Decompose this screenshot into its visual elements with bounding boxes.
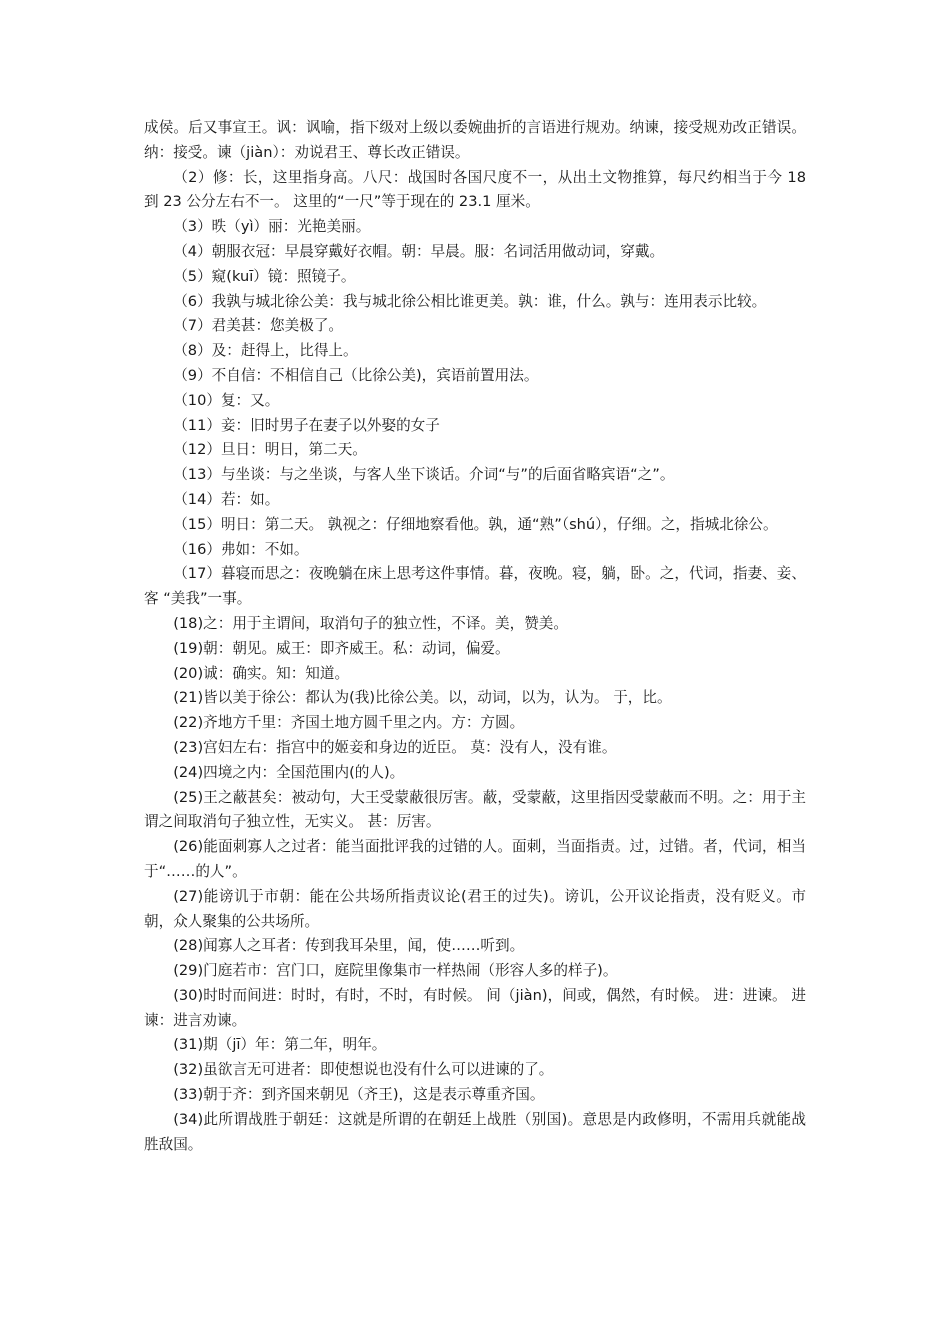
- paragraph: （9）不自信：不相信自己（比徐公美)，宾语前置用法。: [173, 366, 539, 384]
- paragraph: (18)之：用于主谓间，取消句子的独立性，不译。美，赞美。: [173, 614, 568, 632]
- paragraph: (28)闻寡人之耳者：传到我耳朵里，闻，使……听到。: [173, 937, 525, 955]
- document-body: [144, 116, 806, 1157]
- paragraph: (32)虽欲言无可进者：即使想说也没有什么可以进谏的了。: [173, 1061, 554, 1079]
- paragraph: （6）我孰与城北徐公美：我与城北徐公相比谁更美。孰：谁，什么。孰与：连用表示比较。: [173, 292, 767, 310]
- paragraph: （8）及：赶得上，比得上。: [173, 342, 358, 360]
- paragraph: (30)时时而间进：时时，有时，不时，有时候。 间（jiàn)，间或，偶然，有时候。 进：进谏。 进谏：进言劝谏。: [144, 986, 806, 1029]
- paragraph: （5）窥(kuī）镜：照镜子。: [173, 267, 356, 285]
- paragraph: (29)门庭若市：宫门口，庭院里像集市一样热闹（形容人多的样子)。: [173, 962, 618, 980]
- paragraph: (25)王之蔽甚矣：被动句，大王受蒙蔽很厉害。蔽，受蒙蔽，这里指因受蒙蔽而不明。之：用于主谓之间取消句子独立性，无实义。 甚：厉害。: [144, 788, 806, 831]
- paragraph: (22)齐地方千里：齐国土地方圆千里之内。方：方圆。: [173, 714, 525, 732]
- paragraph: （11）妾：旧时男子在妻子以外娶的女子: [173, 416, 440, 434]
- paragraph: (33)朝于齐：到齐国来朝见（齐王)，这是表示尊重齐国。: [173, 1086, 545, 1104]
- paragraph: （17）暮寝而思之：夜晚躺在床上思考这件事情。暮，夜晚。寝，躺，卧。之，代词，指妻、妾、客 “美我”一事。: [144, 565, 806, 608]
- paragraph: （10）复：又。: [173, 391, 280, 409]
- paragraph: （14）若：如。: [173, 490, 280, 508]
- paragraph: (21)皆以美于徐公：都认为(我)比徐公美。以，动词，以为，认为。 于，比。: [173, 689, 672, 707]
- paragraph: （4）朝服衣冠：早晨穿戴好衣帽。朝：早晨。服：名词活用做动词，穿戴。: [173, 242, 665, 260]
- paragraph: （12）旦日：明日，第二天。: [173, 441, 367, 459]
- paragraph: （13）与坐谈：与之坐谈，与客人坐下谈话。介词“与”的后面省略宾语“之”。: [173, 466, 675, 484]
- paragraph: （15）明日：第二天。 孰视之：仔细地察看他。孰，通“熟”（shú），仔细。之，指城北徐公。: [173, 515, 778, 533]
- paragraph: (20)诚：确实。知：知道。: [173, 664, 350, 682]
- paragraph: (26)能面刺寡人之过者：能当面批评我的过错的人。面刺，当面指责。过，过错。者，代词，相当于“……的人”。: [144, 838, 806, 880]
- paragraph: (34)此所谓战胜于朝廷：这就是所谓的在朝廷上战胜（别国)。意思是内政修明，不需用兵就能战胜敌国。: [144, 1110, 806, 1153]
- paragraph: (19)朝：朝见。威王：即齐威王。私：动词，偏爱。: [173, 639, 510, 657]
- paragraph: (27)能谤讥于市朝：能在公共场所指责议论(君王的过失)。谤讥，公开议论指责，没有贬义。市朝，众人聚集的公共场所。: [144, 887, 806, 930]
- paragraph: （16）弗如：不如。: [173, 540, 309, 558]
- paragraph: (31)期（jī）年：第二年，明年。: [173, 1036, 387, 1054]
- paragraph: (24)四境之内：全国范围内(的人)。: [173, 763, 405, 781]
- paragraph: （2）修：长，这里指身高。八尺：战国时各国尺度不一，从出土文物推算，每尺约相当于今 18 到 23 公分左右不一。 这里的“一尺”等于现在的 23.1 厘米。: [144, 168, 806, 211]
- paragraph: （7）君美甚：您美极了。: [173, 317, 344, 335]
- paragraph: 成侯。后又事宣王。讽：讽喻，指下级对上级以委婉曲折的言语进行规劝。纳谏，接受规劝改正错误。纳：接受。谏（jiàn）：劝说君王、尊长改正错误。: [144, 119, 806, 161]
- paragraph: (23)宫妇左右：指宫中的姬妾和身边的近臣。 莫：没有人，没有谁。: [173, 738, 617, 756]
- paragraph: （3）昳（yì）丽：光艳美丽。: [173, 218, 371, 236]
